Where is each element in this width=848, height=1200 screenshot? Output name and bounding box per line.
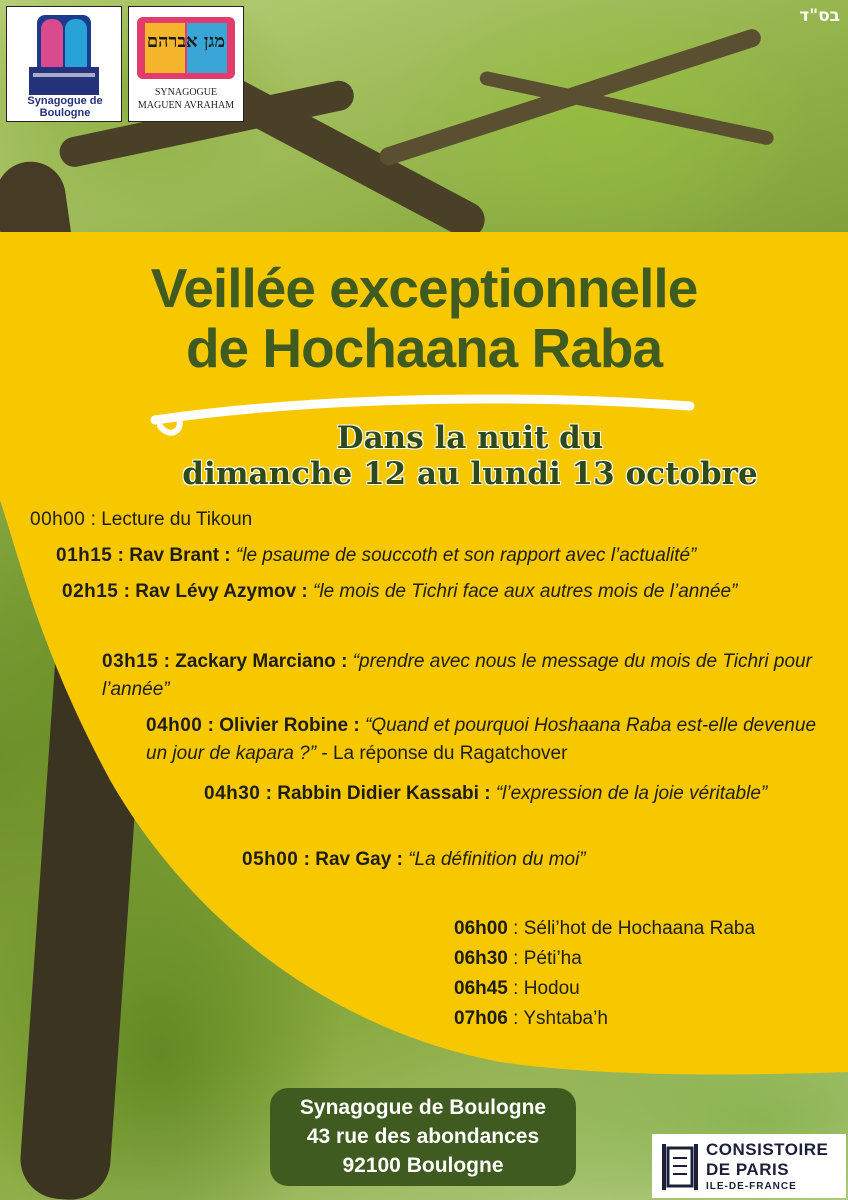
schedule-topic: “le mois de Tichri face aux autres mois de l’année” [313,581,738,602]
schedule-speaker: Rav Brant [129,545,220,566]
morning-text: Péti’ha [523,948,582,969]
schedule-item: 01h15 : Rav Brant : “le psaume de souccoth et son rapport avec l’actualité” [56,545,697,566]
address-box [270,1088,576,1186]
schedule-time: 04h30 [204,783,261,804]
schedule-extra: - La réponse du Ragatchover [316,743,568,764]
morning-text: Séli’hot de Hochaana Raba [523,918,756,939]
schedule-item: 04h30 : Rabbin Didier Kassabi : “l’expression de la joie véritable” [204,783,768,804]
schedule-topic: “le psaume de souccoth et son rapport avec l’actualité” [235,545,697,566]
schedule-time: 04h00 [146,715,203,736]
consistoire-line-1: CONSISTOIRE [706,1140,829,1159]
schedule-speaker: Zackary Marciano [175,651,336,672]
hebrew-mark: בס"ד [799,6,840,26]
logo-label: Synagogue de Boulogne [27,95,103,119]
consistoire-logo [652,1134,846,1198]
schedule-item: 03h15 : Zackary Marciano : “prendre avec nous le message du mois de Tichri pour l’année” [102,651,812,700]
morning-text: Hodou [523,978,580,999]
schedule-text: Lecture du Tikoun [101,509,253,530]
schedule-item: 00h00 : Lecture du Tikoun [30,509,253,530]
schedule-speaker: Rav Lévy Azymov [135,581,297,602]
morning-schedule [454,914,755,1034]
morning-time: 06h30 [454,948,508,969]
schedule-time: 00h00 [30,509,86,530]
schedule-topic: “prendre avec nous le message du mois de Tichri pour l’année” [102,651,812,700]
morning-time: 06h45 [454,978,508,999]
schedule-item: 04h00 : Olivier Robine : “Quand et pourquoi Hoshaana Raba est-elle devenue un jour de kapara ?” - La réponse du Ragatchover [146,715,817,764]
schedule-speaker: Rabbin Didier Kassabi [277,783,479,804]
logo-text1: SYNAGOGUE [154,87,218,98]
morning-item: 06h45 : Hodou [454,978,580,999]
page-title [0,258,848,378]
schedule-topic: “La définition du moi” [408,849,586,870]
title-line-2: de Hochaana Raba [185,317,663,379]
morning-item: 06h30 : Péti’ha [454,948,582,969]
morning-item: 06h00 : Séli’hot de Hochaana Raba [454,918,756,939]
address-line-1: Synagogue de Boulogne [299,1096,547,1119]
morning-time: 07h06 [454,1008,508,1029]
date-line-1: Dans la nuit du [336,420,604,456]
maguen-avraham-logo [128,6,244,122]
schedule-time: 01h15 [56,545,113,566]
schedule-speaker: Olivier Robine [219,715,349,736]
event-date [100,420,840,492]
logo-hebrew: מגן אברהם [146,31,226,52]
synagogue-boulogne-logo [6,6,122,122]
morning-item: 07h06 : Yshtaba’h [454,1008,608,1029]
logo-text2: MAGUEN AVRAHAM [137,100,235,111]
address-line-2: 43 rue des abondances [306,1125,540,1148]
schedule-item: 02h15 : Rav Lévy Azymov : “le mois de Tichri face aux autres mois de l’année” [62,581,738,602]
scroll-icon [658,1142,702,1192]
title-line-1: Veillée exceptionnelle [150,257,698,319]
schedule-time: 03h15 [102,651,159,672]
schedule-topic: “l’expression de la joie véritable” [495,783,768,804]
date-line-2: dimanche 12 au lundi 13 octobre [182,456,758,492]
schedule-time: 02h15 [62,581,119,602]
schedule-topic: “Quand et pourquoi Hoshaana Raba est-elle devenue un jour de kapara ?” [146,715,817,764]
schedule-time: 05h00 [242,849,299,870]
schedule-item: 05h00 : Rav Gay : “La définition du moi” [242,849,586,870]
consistoire-line-3: ILE-DE-FRANCE [706,1181,797,1192]
schedule-speaker: Rav Gay [315,849,392,870]
consistoire-line-2: DE PARIS [706,1160,790,1179]
morning-time: 06h00 [454,918,508,939]
morning-text: Yshtaba’h [523,1008,608,1029]
address-line-3: 92100 Boulogne [342,1154,504,1177]
